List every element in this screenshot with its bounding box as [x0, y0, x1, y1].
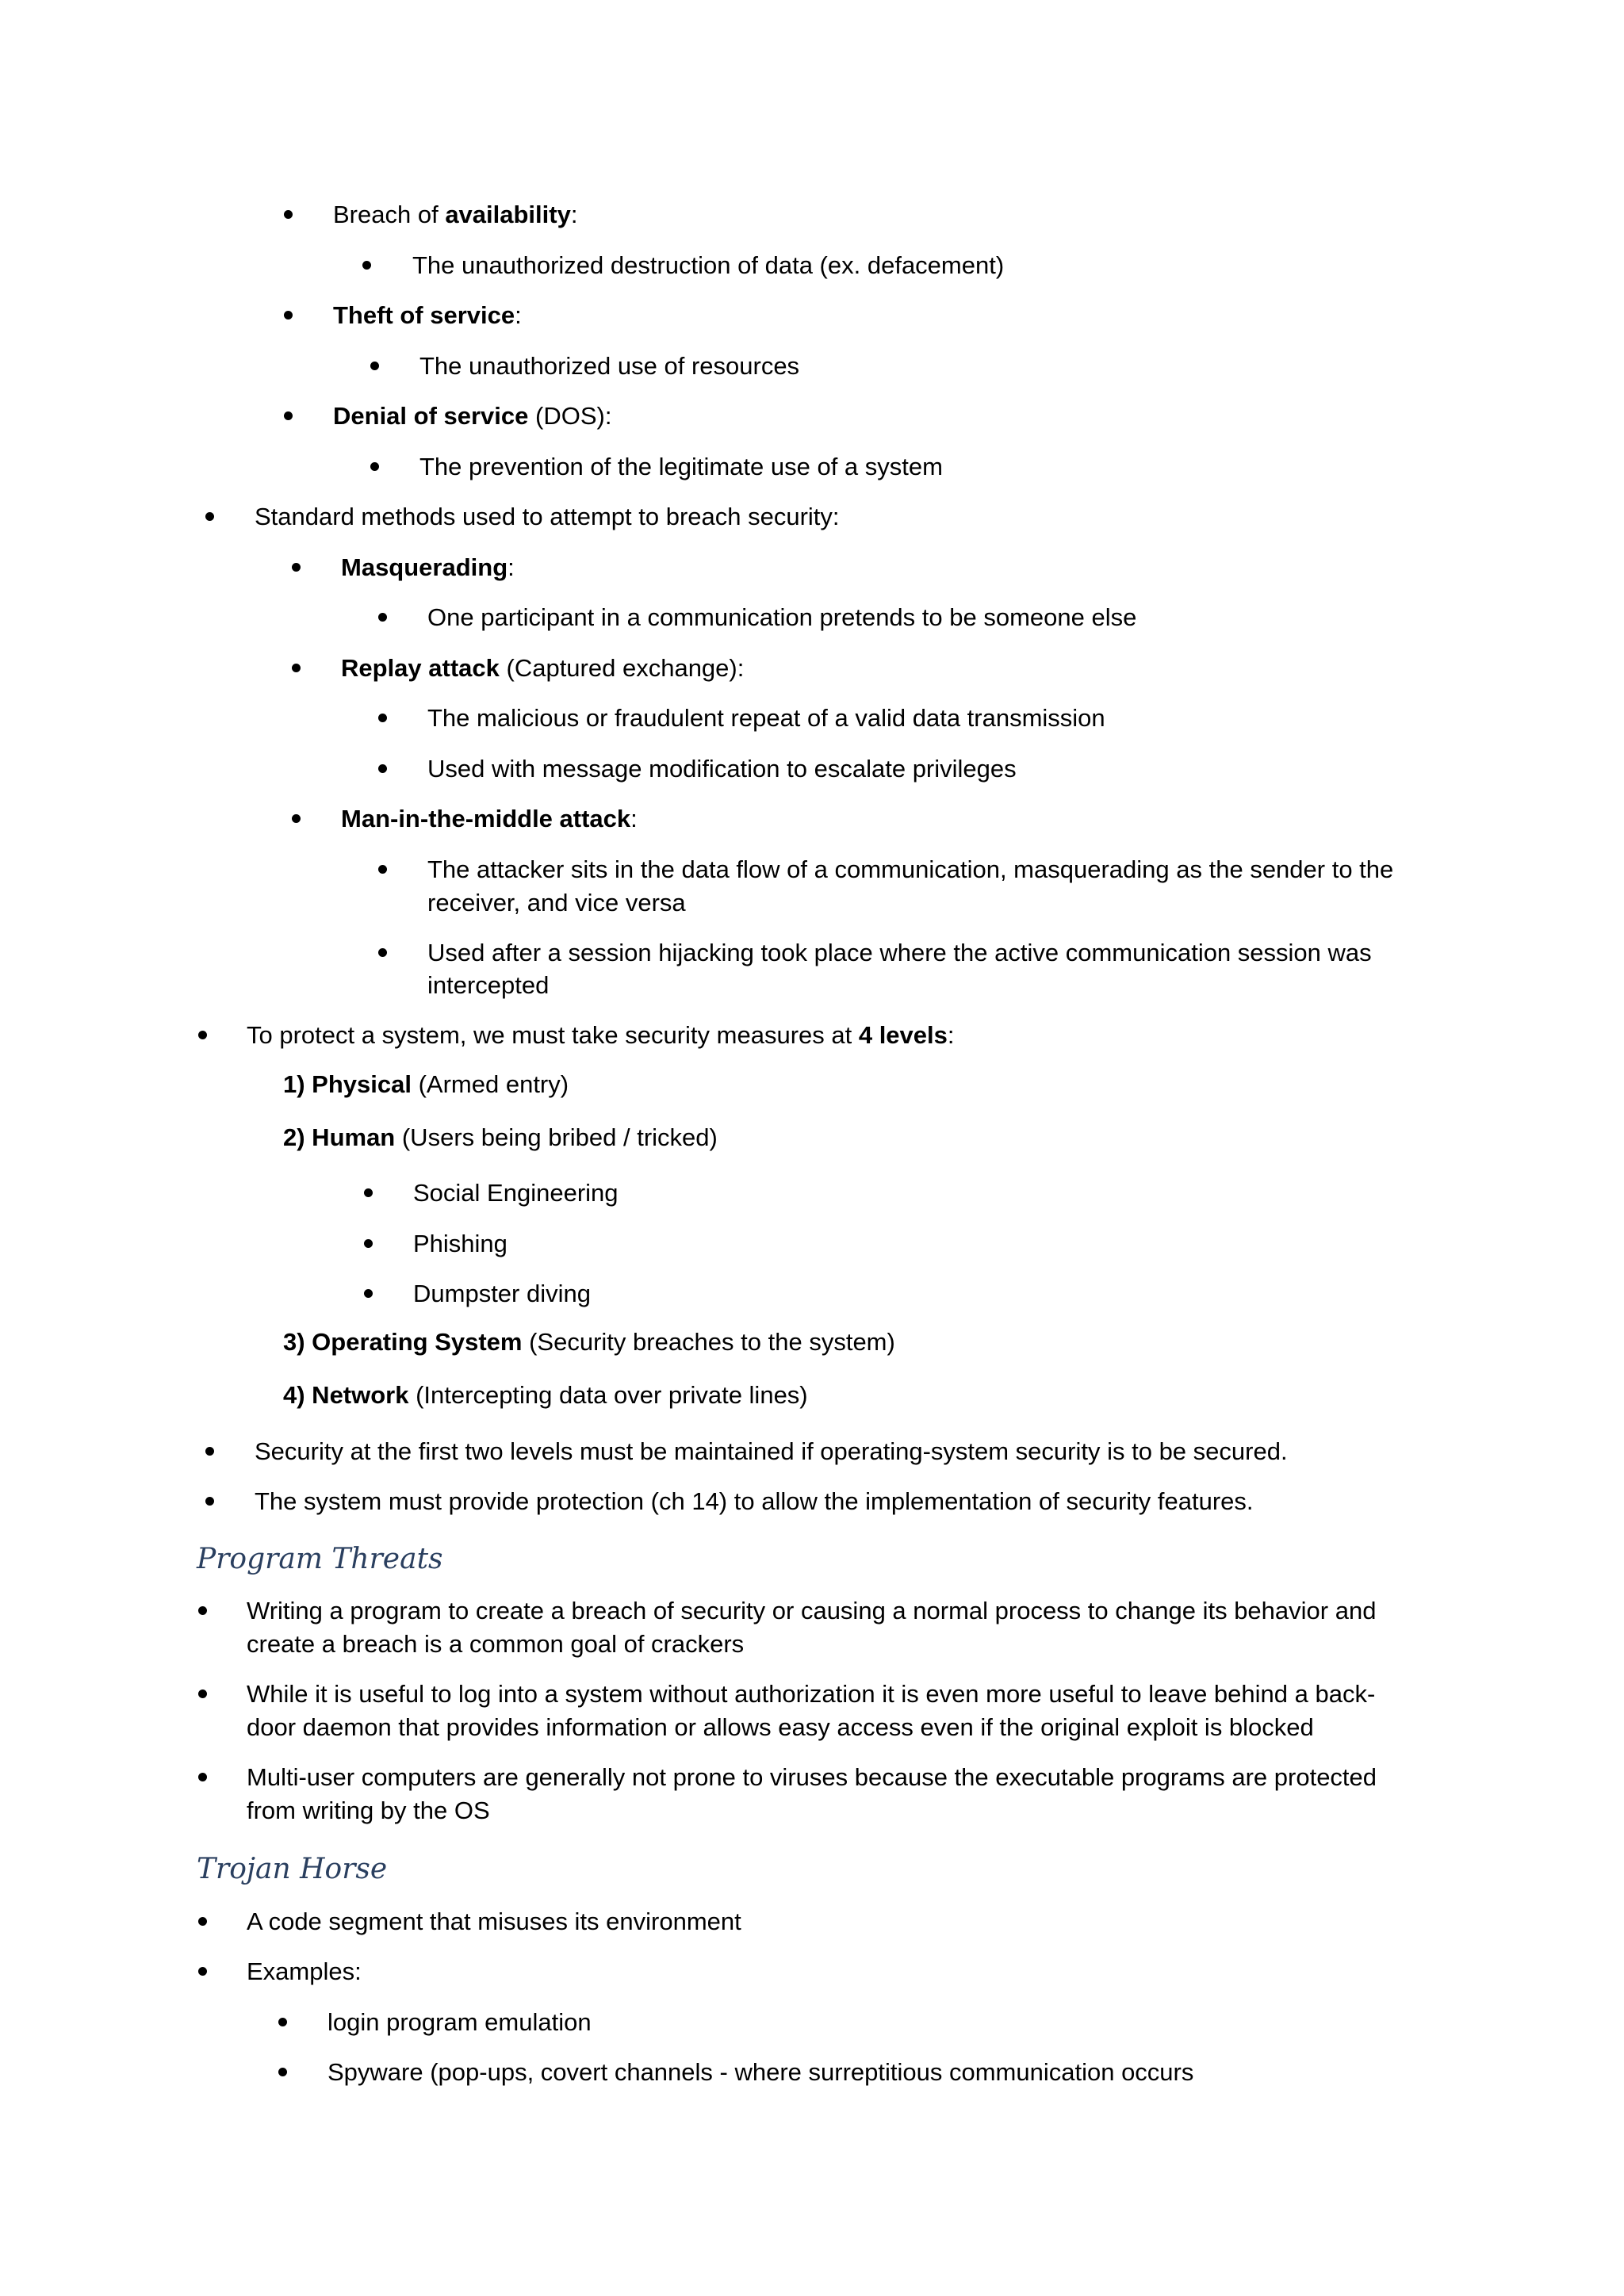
list-item: The unauthorized use of resources: [419, 352, 800, 380]
bullet: [198, 1689, 207, 1698]
list-item: Denial of service (DOS):: [333, 402, 612, 430]
list-item: Security at the first two levels must be maintained if operating-system security is to be secured.: [255, 1437, 1288, 1465]
level-item: 1) Physical (Armed entry): [283, 1070, 569, 1098]
list-item: login program emulation: [327, 2008, 592, 2036]
list-item: While it is useful to log into a system without authorization it is even more useful to leave behind a back-: [247, 1680, 1376, 1708]
list-item: To protect a system, we must take security measures at 4 levels:: [247, 1021, 955, 1049]
list-item-continuation: intercepted: [427, 971, 550, 999]
bullet: [292, 814, 301, 823]
list-item: The attacker sits in the data flow of a communication, masquerading as the sender to the: [427, 855, 1394, 883]
list-item-continuation: create a breach is a common goal of crackers: [247, 1630, 745, 1658]
bullet: [292, 563, 301, 572]
bullet: [364, 1188, 373, 1197]
list-item: Multi-user computers are generally not prone to viruses because the executable programs are protected: [247, 1763, 1377, 1791]
bullet: [362, 261, 371, 270]
bullet: [284, 411, 293, 420]
list-item: Phishing: [413, 1230, 508, 1257]
bullet: [198, 1917, 207, 1926]
level-item: 2) Human (Users being bribed / tricked): [283, 1123, 718, 1151]
list-item: A code segment that misuses its environment: [247, 1908, 741, 1935]
list-item: Spyware (pop-ups, covert channels - where surreptitious communication occurs: [327, 2058, 1194, 2086]
section-heading: Program Threats: [197, 1543, 443, 1575]
list-item: Breach of availability:: [333, 201, 578, 228]
bullet: [364, 1239, 373, 1248]
list-item: Masquerading:: [341, 553, 515, 581]
bullet: [378, 764, 387, 773]
bullet: [370, 462, 379, 471]
bullet: [370, 362, 379, 370]
list-item: Used after a session hijacking took place where the active communication session was: [427, 939, 1372, 966]
list-item: Theft of service:: [333, 301, 522, 329]
list-item: The unauthorized destruction of data (ex. defacement): [412, 251, 1005, 279]
list-item: Man-in-the-middle attack:: [341, 805, 638, 832]
bullet: [284, 210, 293, 219]
bullet: [205, 1447, 214, 1456]
bullet: [284, 311, 293, 320]
bullet: [198, 1967, 207, 1976]
list-item: The system must provide protection (ch 14) to allow the implementation of security features.: [255, 1487, 1254, 1515]
bullet: [292, 664, 301, 672]
level-item: 3) Operating System (Security breaches to the system): [283, 1328, 895, 1356]
bullet: [378, 714, 387, 722]
list-item: Replay attack (Captured exchange):: [341, 654, 745, 682]
bullet: [198, 1031, 207, 1039]
list-item-continuation: from writing by the OS: [247, 1797, 490, 1824]
list-item: Examples:: [247, 1957, 362, 1985]
bullet: [378, 948, 387, 957]
bullet: [198, 1606, 207, 1615]
bullet: [205, 1497, 214, 1506]
list-item: Social Engineering: [413, 1179, 619, 1207]
list-item-continuation: receiver, and vice versa: [427, 889, 686, 916]
section-heading: Trojan Horse: [197, 1853, 388, 1885]
bullet: [278, 2018, 287, 2026]
bullet: [378, 865, 387, 874]
list-item: Dumpster diving: [413, 1280, 591, 1307]
bullet: [278, 2068, 287, 2076]
list-item: The malicious or fraudulent repeat of a valid data transmission: [427, 704, 1105, 732]
list-item: Used with message modification to escalate privileges: [427, 755, 1017, 783]
bullet: [205, 512, 214, 521]
list-item-continuation: door daemon that provides information or allows easy access even if the original exploit is blocked: [247, 1713, 1314, 1741]
list-item: Writing a program to create a breach of security or causing a normal process to change its behavior and: [247, 1597, 1377, 1624]
bullet: [378, 613, 387, 622]
list-item: One participant in a communication pretends to be someone else: [427, 603, 1137, 631]
level-item: 4) Network (Intercepting data over private lines): [283, 1381, 808, 1409]
list-item: The prevention of the legitimate use of a system: [419, 453, 943, 480]
list-item: Standard methods used to attempt to breach security:: [255, 503, 840, 530]
bullet: [364, 1289, 373, 1298]
bullet: [198, 1773, 207, 1781]
